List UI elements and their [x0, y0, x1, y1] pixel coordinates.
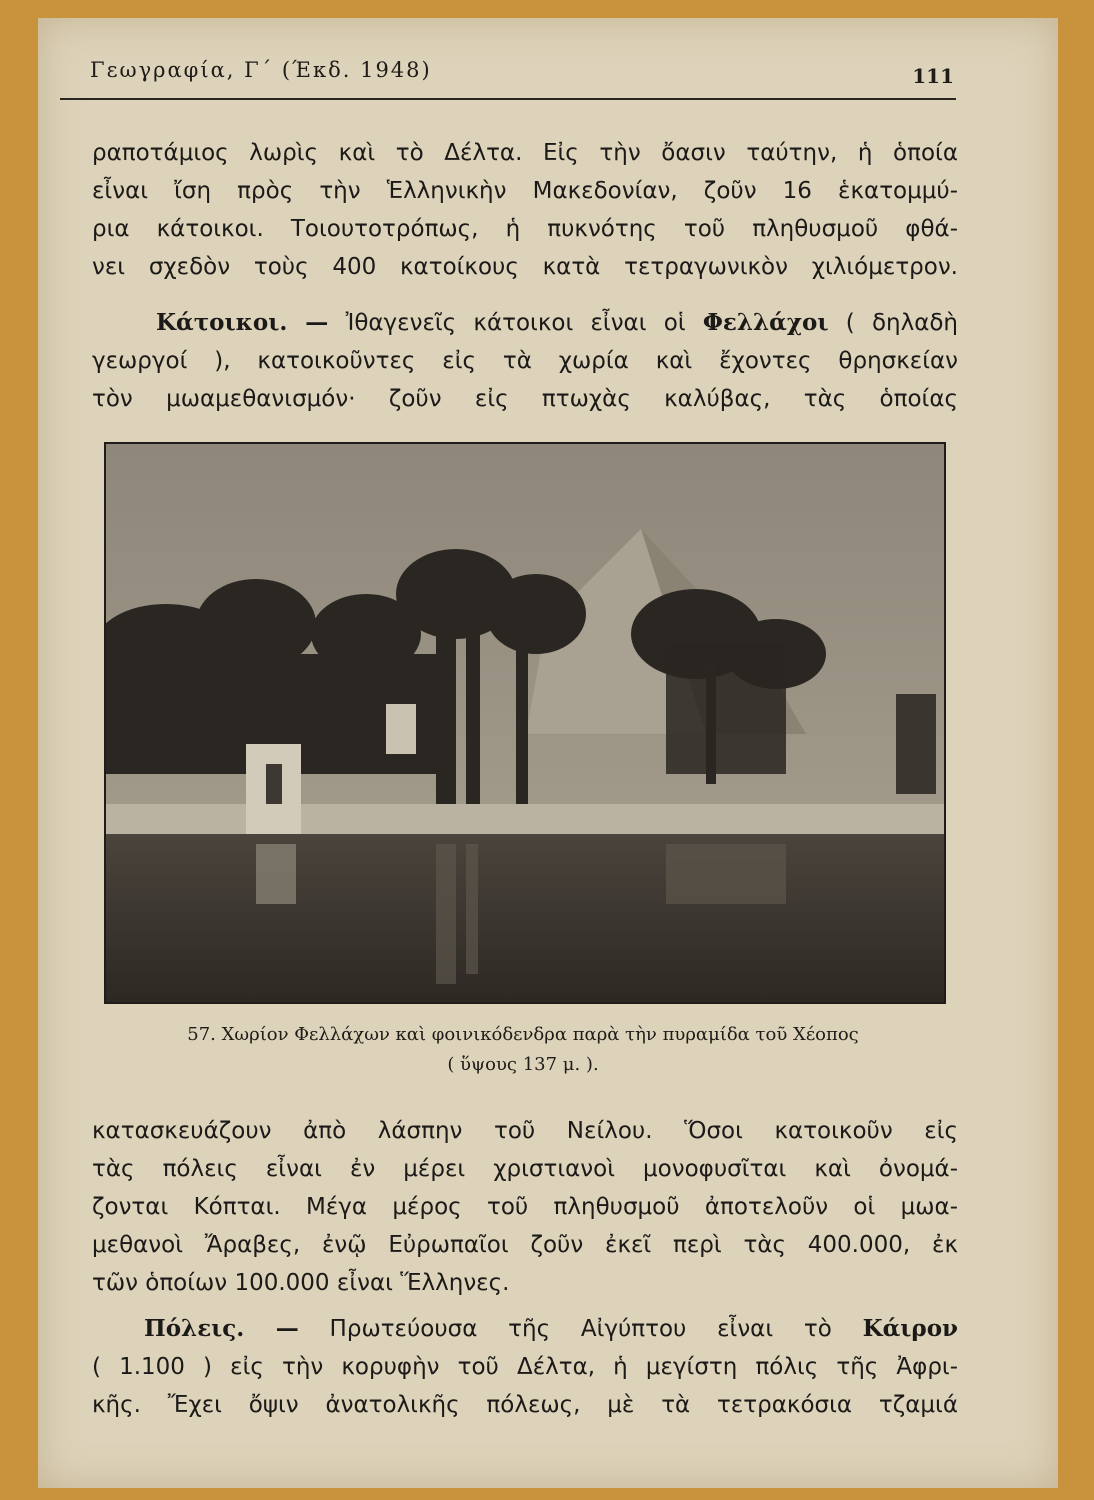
text-line [92, 1310, 958, 1348]
text-line: γεωργοί ), κατοικοῦντες εἰς τὰ χωρία καὶ ἔχοντες θρησκείαν [92, 348, 958, 374]
term-cairo: Κάιρον [862, 1315, 958, 1342]
text-line: ζονται Κόπται. Μέγα μέρος τοῦ πληθυσμοῦ ἀποτελοῦν οἱ μωα- [92, 1194, 958, 1220]
text-line: τὰς πόλεις εἶναι ἐν μέρει χριστιανοὶ μονοφυσῖται καὶ ὀνομά- [92, 1156, 958, 1182]
figure-caption [104, 1020, 942, 1080]
paragraph-cities [92, 1310, 958, 1424]
hut-door [266, 764, 282, 804]
text-line: κατασκευάζουν ἀπὸ λάσπην τοῦ Νείλου. Ὅσοι κατοικοῦν εἰς [92, 1118, 958, 1144]
text-line: τῶν ὁποίων 100.000 εἶναι Ἕλληνες. [92, 1270, 510, 1296]
paragraph-1 [92, 134, 958, 286]
text-line: τὸν μωαμεθανισμόν· ζοῦν εἰς πτωχὰς καλύβας, τὰς ὁποίας [92, 386, 958, 412]
page-number: 111 [912, 64, 954, 88]
term-fellahs: Φελλάχοι [702, 309, 829, 336]
text-span: Ἰθαγενεῖς κάτοικοι εἶναι οἱ [345, 310, 703, 336]
text-line: ρια κάτοικοι. Τοιουτοτρόπως, ἡ πυκνότης τοῦ πληθυσμοῦ φθά- [92, 216, 958, 242]
caption-line-2: ( ὕψους 137 μ. ). [447, 1054, 599, 1075]
section-heading-inhabitants: Κάτοικοι. — [156, 309, 329, 336]
text-line: ( 1.100 ) εἰς τὴν κορυφὴν τοῦ Δέλτα, ἡ μεγίστη πόλις τῆς Ἀφρι- [92, 1354, 958, 1380]
text-span: ( δηλαδὴ [828, 310, 959, 336]
page-header [60, 58, 956, 100]
right-building [896, 694, 936, 794]
section-heading-cities: Πόλεις. — [144, 1315, 299, 1342]
text-span: Πρωτεύουσα τῆς Αἰγύπτου εἶναι τὸ [298, 1316, 863, 1342]
figure-photo-pyramid-village [104, 442, 946, 1004]
village-wall [386, 704, 416, 754]
running-title: Γεωγραφία, Γ΄ (Έκδ. 1948) [90, 58, 432, 82]
text-line: ραποτάμιος λωρὶς καὶ τὸ Δέλτα. Εἰς τὴν ὄασιν ταύτην, ἡ ὁποία [92, 140, 958, 166]
caption-line-1: 57. Χωρίον Φελλάχων καὶ φοινικόδενδρα παρὰ τὴν πυραμίδα τοῦ Χέοπος [187, 1024, 859, 1045]
paragraph-inhabitants [92, 304, 958, 418]
text-line: εἶναι ἴση πρὸς τὴν Ἑλληνικὴν Μακεδονίαν, ζοῦν 16 ἑκατομμύ- [92, 178, 958, 204]
paragraph-3 [92, 1112, 958, 1302]
text-line: νει σχεδὸν τοὺς 400 κατοίκους κατὰ τετραγωνικὸν χιλιόμετρον. [92, 254, 958, 280]
water [106, 834, 944, 1002]
text-line [92, 304, 958, 342]
text-line: μεθανοὶ Ἄραβες, ἐνῷ Εὐρωπαῖοι ζοῦν ἐκεῖ περὶ τὰς 400.000, ἐκ [92, 1232, 958, 1258]
text-line: κῆς. Ἔχει ὄψιν ἀνατολικῆς πόλεως, μὲ τὰ τετρακόσια τζαμιά [92, 1392, 958, 1418]
